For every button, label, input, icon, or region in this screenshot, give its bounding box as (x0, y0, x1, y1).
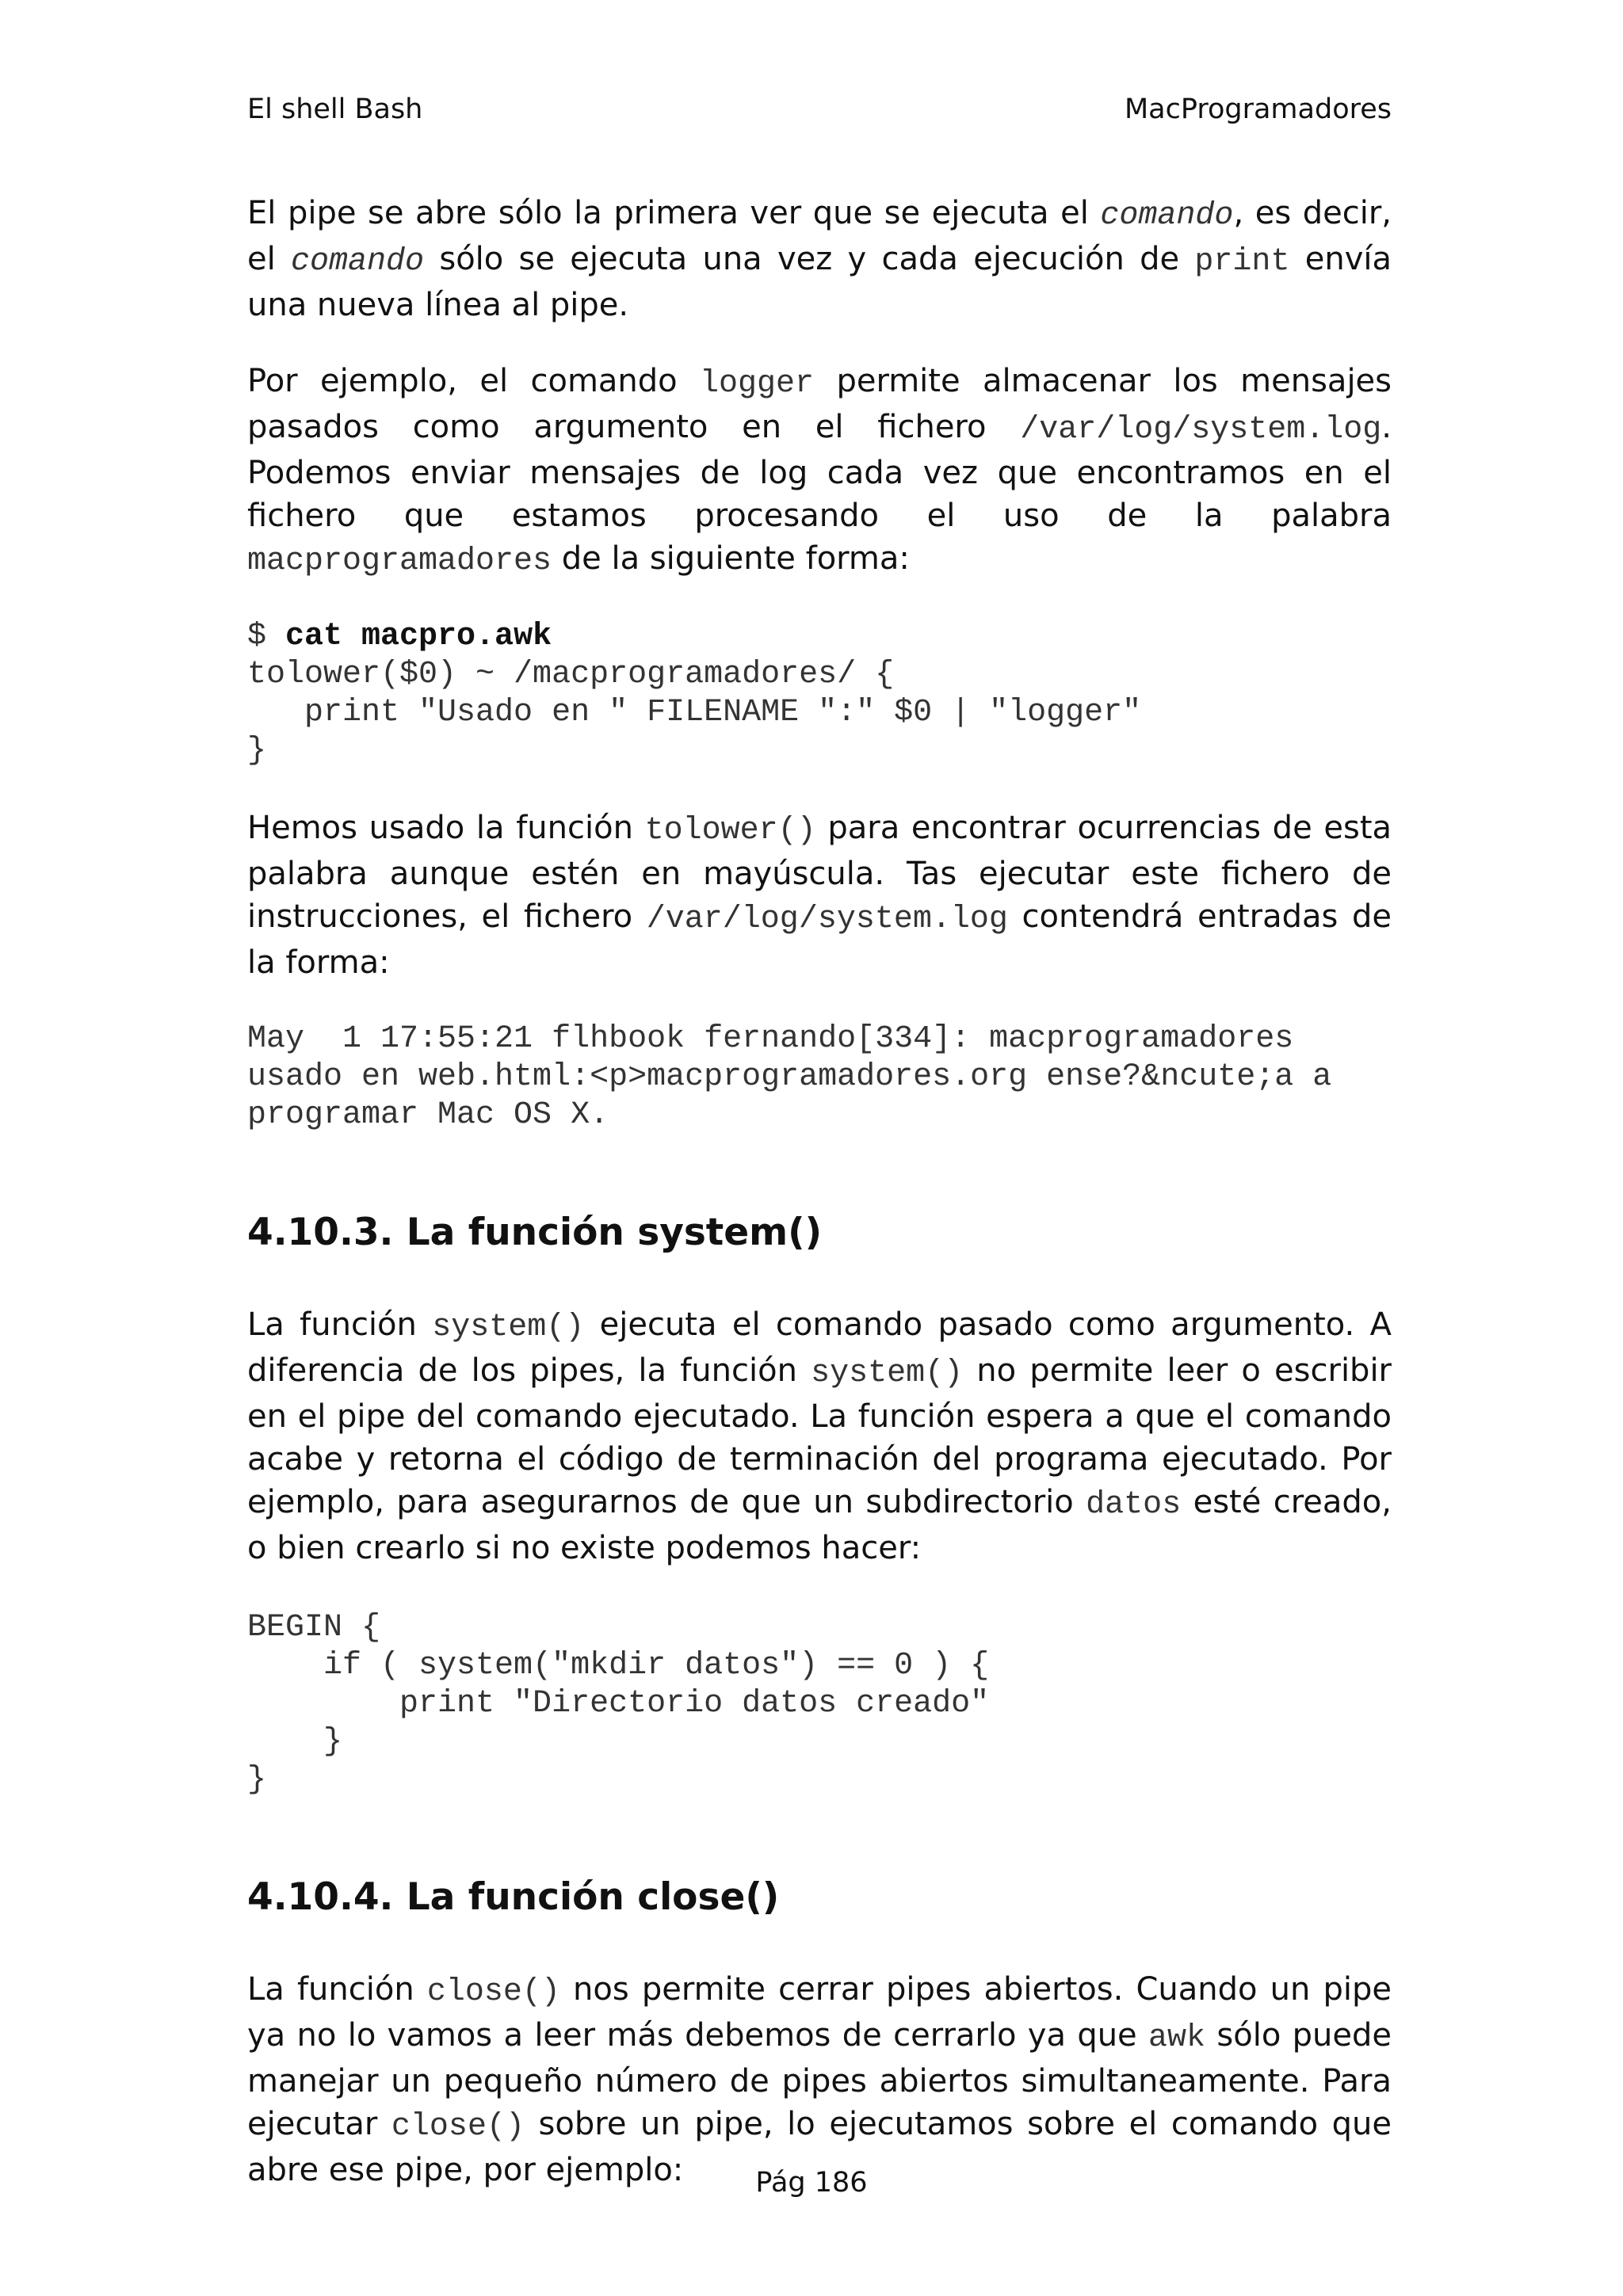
inline-code-logger: logger (700, 366, 815, 402)
inline-code-close: close() (391, 2109, 525, 2145)
code-block-log-output: May 1 17:55:21 flhbook fernando[334]: macprogramadores usado en web.html:<p>macprogramadores.org ense?&ncute;a a programar Mac OS X. (247, 1021, 1332, 1133)
inline-code-word: macprogramadores (247, 543, 552, 579)
page-body (247, 192, 1392, 2191)
inline-code-print: print (1194, 244, 1290, 280)
inline-code-datos: datos (1086, 1487, 1182, 1523)
inline-code-comando: comando (291, 244, 425, 280)
inline-code-path: /var/log/system.log (646, 902, 1008, 937)
inline-code-system: system() (432, 1310, 585, 1345)
running-header-site: MacProgramadores (1124, 93, 1392, 125)
shell-prompt: $ (247, 619, 286, 654)
code-block-macpro-awk (247, 618, 1392, 770)
paragraph-tolower: Hemos usado la función tolower() para encontrar ocurrencias de esta palabra aunque estén en mayúscula. Tas ejecutar este fichero de instrucciones, el fichero /var/log/system.log contendrá entradas de la forma: (247, 810, 1392, 981)
inline-code-system: system() (811, 1356, 964, 1391)
inline-code-comando: comando (1100, 198, 1234, 234)
paragraph-system-function: La función system() ejecuta el comando pasado como argumento. A diferencia de los pipes, la función system() no permite leer o escribir en el pipe del comando ejecutado. La función espera a que el comando acabe y retorna el código de terminación del programa ejecutado. Por ejemplo, para asegurarnos de que un subdirectorio datos esté creado, o bien crearlo si no existe podemos hacer: (247, 1306, 1392, 1566)
paragraph-pipe-intro: El pipe se abre sólo la primera ver que se ejecuta el comando, es decir, el comando sólo se ejecuta una vez y cada ejecución de print envía una nueva línea al pipe. (247, 195, 1392, 323)
code-body: tolower($0) ~ /macprogramadores/ { print "Usado en " FILENAME ":" $0 | "logger" } (247, 657, 1142, 769)
paragraph-close-function: La función close() nos permite cerrar pipes abiertos. Cuando un pipe ya no lo vamos a leer más debemos de cerrarlo ya que awk sólo puede manejar un pequeño número de pipes abiertos simultaneamente. Para ejecutar close() sobre un pipe, lo ejecutamos sobre el comando que abre ese pipe, por ejemplo: (247, 1971, 1392, 2188)
code-block-mkdir: BEGIN { if ( system("mkdir datos") == 0 ) { print "Directorio datos creado" } } (247, 1610, 990, 1798)
section-heading-close: 4.10.4. La función close() (247, 1875, 780, 1919)
inline-code-close: close() (426, 1974, 560, 2010)
page-number: Pág 186 (755, 2167, 868, 2199)
section-heading-system: 4.10.3. La función system() (247, 1211, 823, 1254)
inline-code-path: /var/log/system.log (1020, 412, 1382, 448)
paragraph-logger-example: Por ejemplo, el comando logger permite almacenar los mensajes pasados como argumento en el fichero /var/log/system.log. Podemos enviar mensajes de log cada vez que encontramos en el fichero que estamos procesando el uso de la palabra macprogramadores de la siguiente forma: (247, 363, 1392, 579)
shell-command: cat macpro.awk (285, 619, 552, 654)
inline-code-tolower: tolower() (644, 813, 816, 849)
inline-code-awk: awk (1148, 2020, 1206, 2056)
running-header-title: El shell Bash (247, 93, 423, 125)
